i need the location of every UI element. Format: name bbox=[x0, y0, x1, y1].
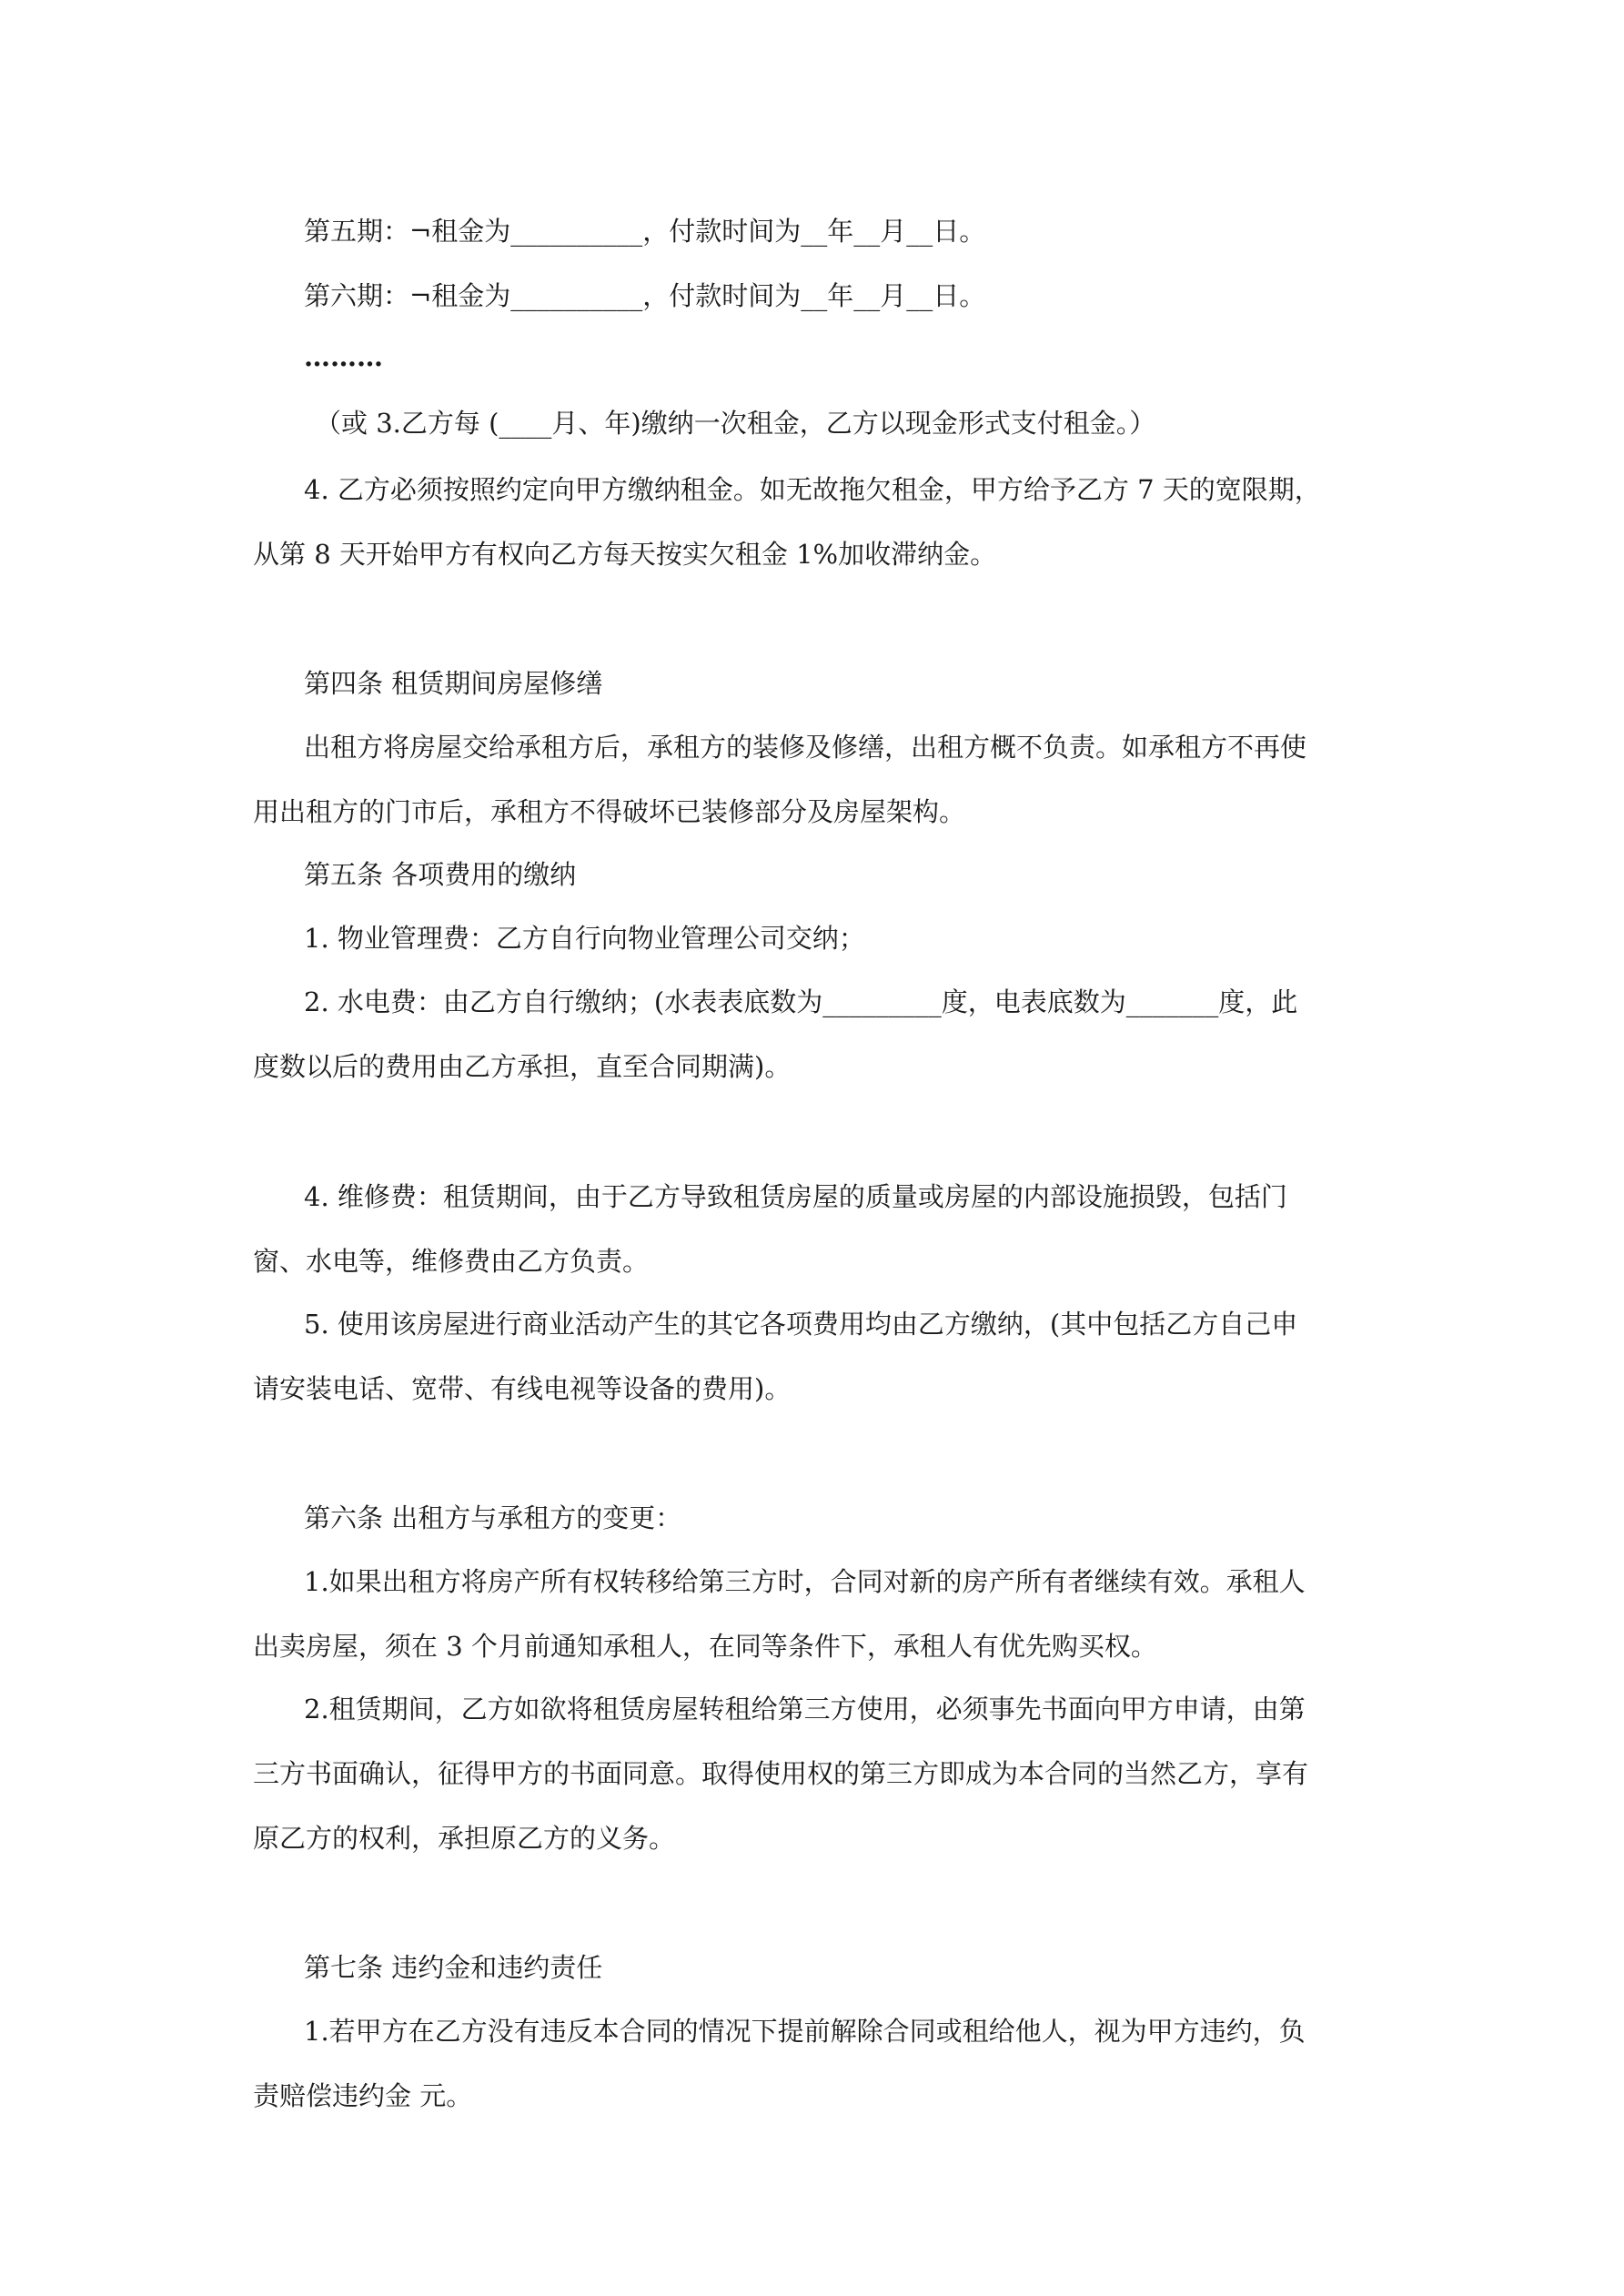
text-line: 第五期：¬租金为__________，付款时间为__年__月__日。 bbox=[304, 216, 986, 247]
text-line: 原乙方的权利，承担原乙方的义务。 bbox=[253, 1823, 676, 1854]
text-line: 出卖房屋，须在 3 个月前通知承租人，在同等条件下，承租人有优先购买权。 bbox=[253, 1631, 1157, 1662]
text-line: 2.租赁期间，乙方如欲将租赁房屋转租给第三方使用，必须事先书面向甲方申请，由第 bbox=[304, 1694, 1306, 1725]
text-line: 三方书面确认，征得甲方的书面同意。取得使用权的第三方即成为本合同的当然乙方，享有 bbox=[253, 1758, 1309, 1789]
section-heading: 第五条 各项费用的缴纳 bbox=[304, 859, 577, 890]
text-line: 1.若甲方在乙方没有违反本合同的情况下提前解除合同或租给他人，视为甲方违约，负 bbox=[304, 2016, 1306, 2047]
text-line: 责赔偿违约金 元。 bbox=[253, 2080, 473, 2111]
text-line: 窗、水电等，维修费由乙方负责。 bbox=[253, 1246, 650, 1277]
text-line: 1.如果出租方将房产所有权转移给第三方时，合同对新的房产所有者继续有效。承租人 bbox=[304, 1566, 1306, 1597]
text-line: 用出租方的门市后，承租方不得破坏已装修部分及房屋架构。 bbox=[253, 796, 966, 827]
text-line: 5. 使用该房屋进行商业活动产生的其它各项费用均由乙方缴纳，(其中包括乙方自己申 bbox=[304, 1309, 1298, 1340]
section-heading: 第四条 租赁期间房屋修缮 bbox=[304, 668, 603, 699]
section-heading: 第六条 出租方与承租方的变更： bbox=[304, 1502, 682, 1533]
text-line: 出租方将房屋交给承租方后，承租方的装修及修缮，出租方概不负责。如承租方不再使 bbox=[304, 732, 1307, 763]
text-line: 第六期：¬租金为__________，付款时间为__年__月__日。 bbox=[304, 280, 986, 311]
section-heading: 第七条 违约金和违约责任 bbox=[304, 1952, 603, 1983]
text-line: 2. 水电费：由乙方自行缴纳；(水表表底数为_________度，电表底数为_______度，此 bbox=[304, 986, 1298, 1017]
text-line: 从第 8 天开始甲方有权向乙方每天按实欠租金 1%加收滞纳金。 bbox=[253, 539, 997, 570]
text-line: 1. 物业管理费：乙方自行向物业管理公司交纳； bbox=[304, 923, 865, 954]
text-line: 4. 乙方必须按照约定向甲方缴纳租金。如无故拖欠租金，甲方给予乙方 7 天的宽限期， bbox=[304, 474, 1321, 505]
text-line: 4. 维修费：租赁期间，由于乙方导致租赁房屋的质量或房屋的内部设施损毁，包括门 bbox=[304, 1181, 1287, 1212]
text-line: 度数以后的费用由乙方承担，直至合同期满)。 bbox=[253, 1051, 792, 1082]
text-line: 请安装电话、宽带、有线电视等设备的费用)。 bbox=[253, 1373, 792, 1404]
text-line: （或 3.乙方每 (____月、年)缴纳一次租金，乙方以现金形式支付租金。） bbox=[315, 408, 1156, 439]
text-line: ……… bbox=[304, 341, 383, 372]
